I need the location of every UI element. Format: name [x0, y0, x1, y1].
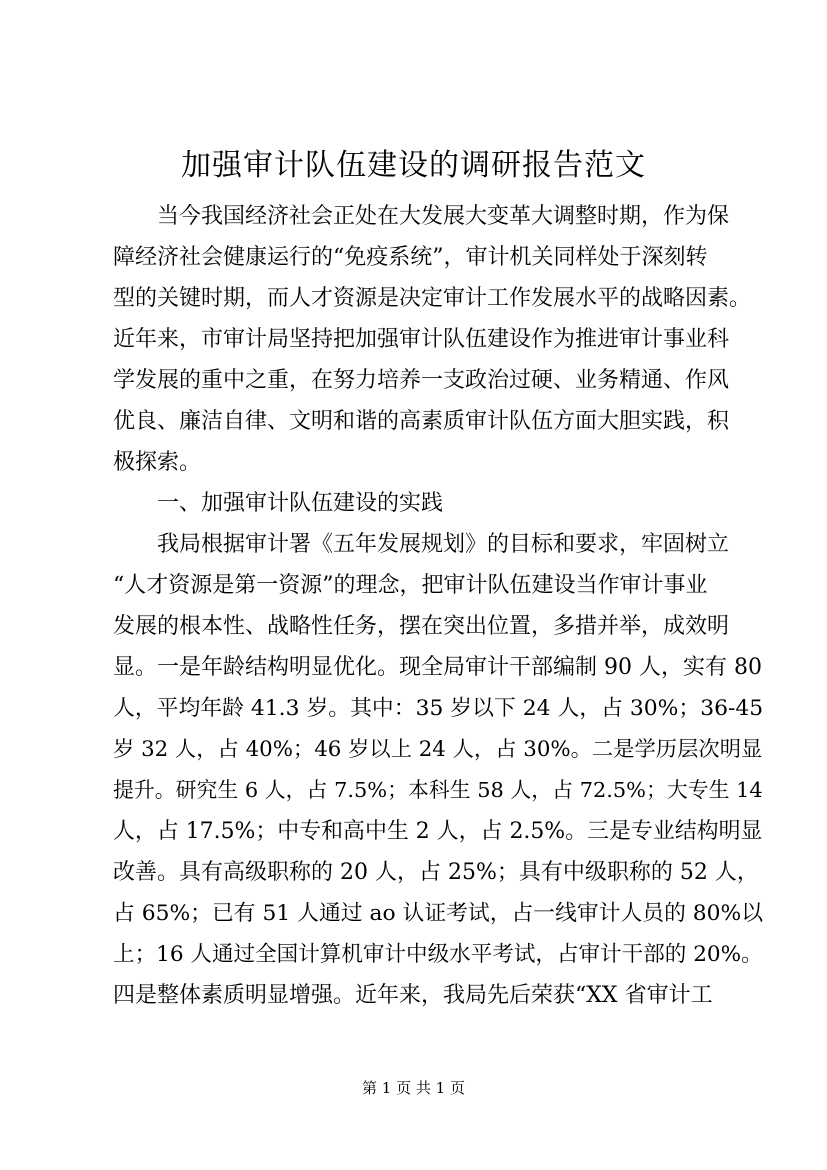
paragraph-line: 四是整体素质明显增强。近年来，我局先后荣获“XX 省审计工	[113, 983, 713, 1008]
paragraph-line: 上；16 人通过全国计算机审计中级水平考试，占审计干部的 20%。	[113, 942, 763, 967]
paragraph-line: 极探索。	[113, 450, 202, 475]
paragraph-line: 人，占 17.5%；中专和高中生 2 人，占 2.5%。三是专业结构明显	[113, 819, 763, 844]
paragraph-line: 提升。研究生 6 人，占 7.5%；本科生 58 人，占 72.5%；大专生 14	[113, 778, 763, 802]
paragraph-line: 近年来，市审计局坚持把加强审计队伍建设作为推进审计事业科	[113, 327, 730, 352]
paragraph-line: 障经济社会健康运行的“免疫系统”，审计机关同样处于深刻转	[113, 245, 708, 270]
section-heading: 一、加强审计队伍建设的实践	[157, 491, 444, 516]
page-number-footer: 第 1 页 共 1 页	[362, 1079, 465, 1097]
paragraph-line: 学发展的重中之重，在努力培养一支政治过硬、业务精通、作风	[113, 368, 730, 393]
document-body	[113, 196, 763, 1016]
paragraph-line: 优良、廉洁自律、文明和谐的高素质审计队伍方面大胆实践，积	[113, 409, 730, 434]
paragraph-line: 型的关键时期，而人才资源是决定审计工作发展水平的战略因素。	[113, 286, 752, 311]
paragraph-line: 当今我国经济社会正处在大发展大变革大调整时期，作为保	[157, 204, 730, 229]
paragraph-line: 显。一是年龄结构明显优化。现全局审计干部编制 90 人，实有 80	[113, 655, 762, 680]
paragraph-line: 我局根据审计署《五年发展规划》的目标和要求，牢固树立	[157, 532, 730, 557]
paragraph-line: 人，平均年龄 41.3 岁。其中：35 岁以下 24 人，占 30%；36-45	[113, 696, 764, 721]
document-title: 加强审计队伍建设的调研报告范文	[181, 148, 646, 183]
paragraph-line: 占 65%；已有 51 人通过 ao 认证考试，占一线审计人员的 80%以	[113, 901, 764, 926]
paragraph-line: “人才资源是第一资源”的理念，把审计队伍建设当作审计事业	[113, 573, 708, 598]
paragraph-line: 发展的根本性、战略性任务，摆在突出位置，多措并举，成效明	[113, 614, 730, 639]
paragraph-line: 岁 32 人，占 40%；46 岁以上 24 人，占 30%。二是学历层次明显	[113, 737, 763, 762]
paragraph-line: 改善。具有高级职称的 20 人，占 25%；具有中级职称的 52 人，	[113, 860, 759, 885]
